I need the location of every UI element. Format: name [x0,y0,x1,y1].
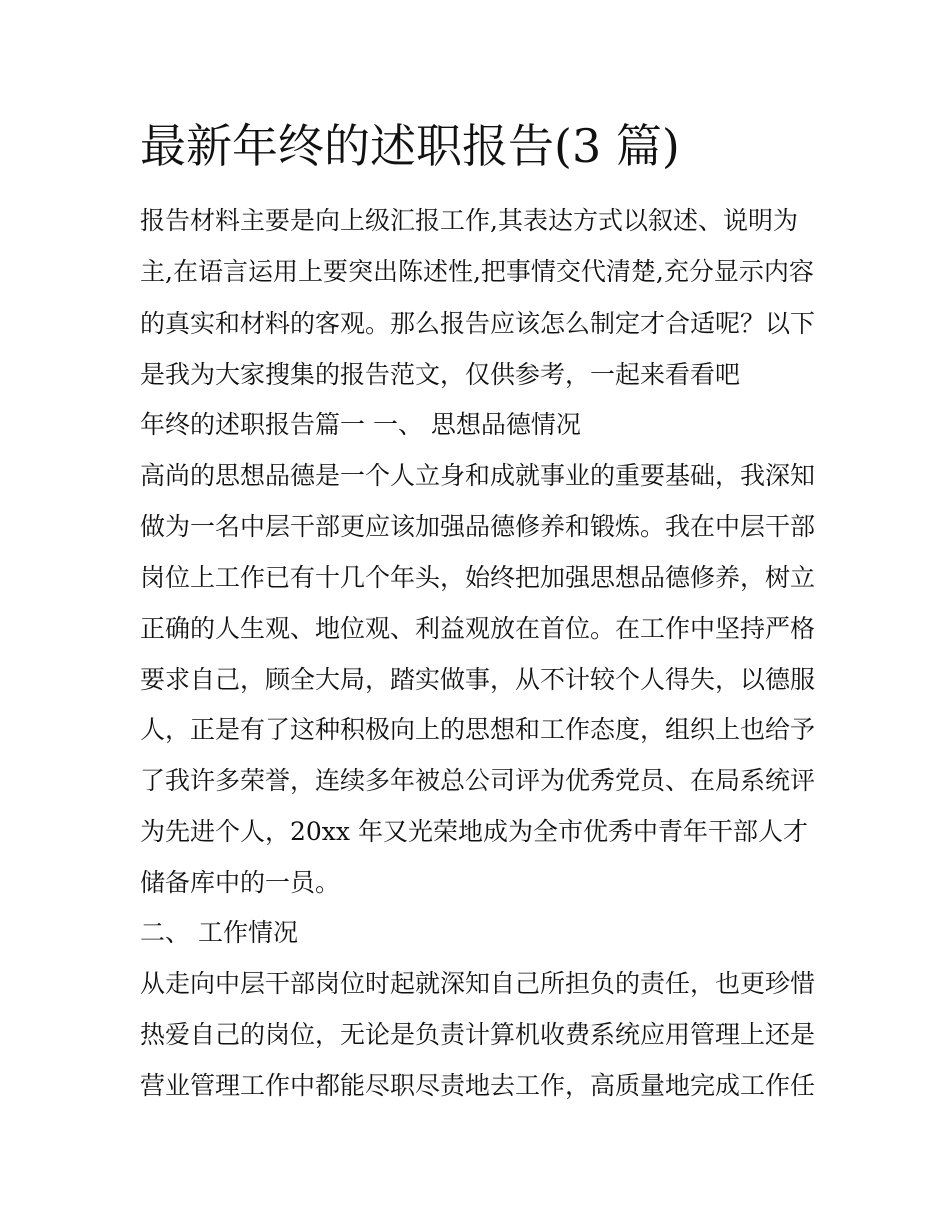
paragraph-line: 的真实和材料的客观。那么报告应该怎么制定才合适呢？以下 [140,309,816,338]
paragraph-line: 从走向中层干部岗位时起就深知自己所担负的责任，也更珍惜 [140,969,816,998]
paragraph-line: 主,在语言运用上要突出陈述性,把事情交代清楚,充分显示内容 [140,257,814,286]
paragraph-line: 做为一名中层干部更应该加强品德修养和锻炼。我在中层干部 [140,512,816,541]
paragraph-line: 正确的人生观、地位观、利益观放在首位。在工作中坚持严格 [140,614,816,643]
paragraph-line: 报告材料主要是向上级汇报工作,其表达方式以叙述、说明为 [140,206,798,235]
paragraph-line: 人，正是有了这种积极向上的思想和工作态度，组织上也给予 [140,715,816,744]
paragraph-line: 为先进个人，20xx 年又光荣地成为全市优秀中青年干部人才 [140,817,808,846]
paragraph-line: 高尚的思想品德是一个人立身和成就事业的重要基础，我深知 [140,461,816,490]
section-heading: 二、 工作情况 [140,918,298,947]
paragraph-line: 热爱自己的岗位，无论是负责计算机收费系统应用管理上还是 [140,1020,816,1049]
paragraph-line: 岗位上工作已有十几个年头，始终把加强思想品德修养，树立 [140,563,816,592]
paragraph-line: 了我许多荣誉，连续多年被总公司评为优秀党员、在局系统评 [140,766,816,795]
paragraph-line: 是我为大家搜集的报告范文，仅供参考，一起来看看吧 [140,360,741,389]
paragraph-line: 储备库中的一员。 [140,868,341,897]
section-heading: 年终的述职报告篇一 一、 思想品德情况 [140,410,581,439]
document-title: 最新年终的述职报告(3 篇) [140,119,680,173]
paragraph-line: 要求自己，顾全大局，踏实做事，从不计较个人得失，以德服 [140,665,816,694]
paragraph-line: 营业管理工作中都能尽职尽责地去工作，高质量地完成工作任 [140,1071,816,1100]
